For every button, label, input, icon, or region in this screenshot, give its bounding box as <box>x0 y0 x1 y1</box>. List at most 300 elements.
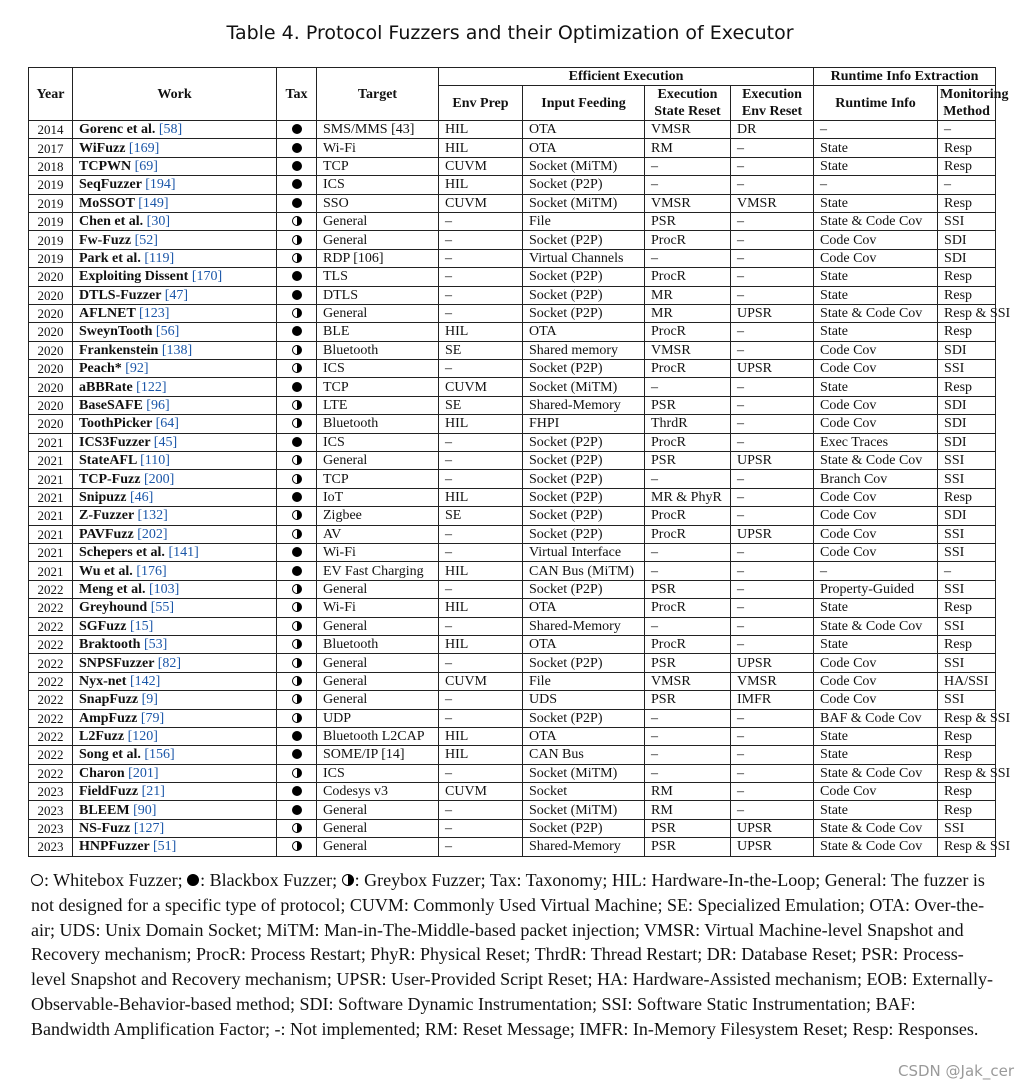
cell-target: ICS <box>317 764 439 782</box>
work-citation-link[interactable]: [58] <box>158 122 183 138</box>
cell-target: ICS <box>317 433 439 451</box>
cell-work <box>73 691 277 709</box>
greybox-circle-icon <box>292 474 302 484</box>
work-citation-link[interactable]: [21] <box>141 784 165 800</box>
work-citation-link[interactable]: [46] <box>129 490 154 505</box>
work-citation-link[interactable]: [156] <box>144 747 175 763</box>
cell-runtime-info: State <box>814 378 938 396</box>
work-name: SGFuzz <box>79 618 127 634</box>
work-citation-link[interactable]: [138] <box>161 342 193 358</box>
cell-input-feeding: Socket (P2P) <box>523 360 645 378</box>
greybox-circle-icon <box>292 584 302 594</box>
cell-year: 2020 <box>29 268 73 286</box>
cell-year: 2019 <box>29 212 73 230</box>
cell-runtime-info: State <box>814 727 938 745</box>
cell-env-reset: – <box>731 635 814 653</box>
cell-tax <box>277 691 317 709</box>
legend-whitebox: : Whitebox Fuzzer; <box>44 870 188 890</box>
cell-env-prep: SE <box>439 341 523 359</box>
cell-input-feeding: Socket (P2P) <box>523 819 645 837</box>
blackbox-circle-icon <box>292 547 302 557</box>
cell-monitoring-method: Resp <box>938 286 996 304</box>
table-row <box>29 562 996 580</box>
work-citation-link[interactable]: [194] <box>145 177 176 193</box>
cell-monitoring-method: Resp & SSI <box>938 838 996 856</box>
cell-runtime-info: Exec Traces <box>814 433 938 451</box>
cell-monitoring-method: SSI <box>938 470 996 488</box>
cell-year: 2020 <box>29 341 73 359</box>
cell-monitoring-method: Resp <box>938 727 996 745</box>
cell-env-reset: – <box>731 470 814 488</box>
cell-env-reset: VMSR <box>731 194 814 212</box>
table-row <box>29 360 996 378</box>
cell-target: Wi-Fi <box>317 543 439 561</box>
cell-work <box>73 194 277 212</box>
work-name: ICS3Fuzzer <box>79 434 151 450</box>
cell-year: 2023 <box>29 783 73 801</box>
work-citation-link[interactable]: [96] <box>146 398 170 414</box>
cell-state-reset: – <box>645 157 731 175</box>
cell-monitoring-method: SSI <box>938 819 996 837</box>
work-name: Nyx-net <box>79 673 127 689</box>
cell-env-reset: – <box>731 746 814 764</box>
cell-tax <box>277 654 317 672</box>
blackbox-circle-icon <box>292 786 302 796</box>
cell-year: 2020 <box>29 323 73 341</box>
cell-monitoring-method: SSI <box>938 617 996 635</box>
cell-env-prep: – <box>439 617 523 635</box>
cell-target: Bluetooth <box>317 635 439 653</box>
work-citation-link[interactable]: [55] <box>150 600 175 616</box>
cell-runtime-info: State <box>814 746 938 764</box>
cell-tax <box>277 746 317 764</box>
cell-year: 2017 <box>29 139 73 157</box>
table-row <box>29 157 996 175</box>
cell-env-prep: – <box>439 249 523 267</box>
cell-work <box>73 396 277 414</box>
work-name: Braktooth <box>79 637 141 653</box>
whitebox-circle-icon <box>31 874 43 886</box>
cell-tax <box>277 488 317 506</box>
cell-env-prep: – <box>439 231 523 249</box>
cell-tax <box>277 139 317 157</box>
work-citation-link[interactable]: [149] <box>138 195 169 211</box>
cell-runtime-info: Code Cov <box>814 543 938 561</box>
greybox-circle-icon <box>292 841 302 851</box>
work-citation-link[interactable]: [142] <box>129 673 161 689</box>
cell-target: General <box>317 304 439 322</box>
table-row <box>29 323 996 341</box>
cell-input-feeding: Socket (P2P) <box>523 507 645 525</box>
work-citation-link[interactable]: [82] <box>157 655 182 671</box>
greybox-circle-icon <box>292 308 302 318</box>
work-name: SeqFuzzer <box>79 177 142 193</box>
cell-year: 2022 <box>29 691 73 709</box>
header-tax: Tax <box>277 68 317 121</box>
cell-env-reset: – <box>731 507 814 525</box>
cell-input-feeding: Socket (MiTM) <box>523 378 645 396</box>
cell-input-feeding: Virtual Channels <box>523 249 645 267</box>
blackbox-circle-icon <box>292 143 302 153</box>
cell-env-prep: CUVM <box>439 194 523 212</box>
cell-runtime-info: Code Cov <box>814 654 938 672</box>
work-name: Snipuzz <box>79 490 127 505</box>
cell-work <box>73 672 277 690</box>
cell-monitoring-method: SSI <box>938 360 996 378</box>
work-citation-link[interactable]: [92] <box>125 361 149 377</box>
cell-input-feeding: Socket (P2P) <box>523 525 645 543</box>
cell-target: BLE <box>317 323 439 341</box>
cell-env-reset: – <box>731 231 814 249</box>
cell-monitoring-method: Resp <box>938 801 996 819</box>
cell-env-reset: – <box>731 157 814 175</box>
cell-year: 2019 <box>29 194 73 212</box>
cell-year: 2022 <box>29 580 73 598</box>
cell-runtime-info: Code Cov <box>814 507 938 525</box>
cell-target: Wi-Fi <box>317 139 439 157</box>
blackbox-circle-icon <box>292 566 302 576</box>
table-row <box>29 746 996 764</box>
greybox-circle-icon <box>292 529 302 539</box>
header-runtime-info-extraction: Runtime Info Extraction <box>814 68 996 86</box>
cell-env-prep: – <box>439 801 523 819</box>
cell-work <box>73 746 277 764</box>
blackbox-circle-icon <box>292 290 302 300</box>
cell-target: UDP <box>317 709 439 727</box>
table-row <box>29 801 996 819</box>
cell-work <box>73 562 277 580</box>
cell-state-reset: – <box>645 562 731 580</box>
table-row <box>29 691 996 709</box>
watermark: CSDN @Jak_cer <box>898 1062 1014 1080</box>
cell-target: General <box>317 617 439 635</box>
cell-year: 2021 <box>29 525 73 543</box>
cell-work <box>73 452 277 470</box>
table-row <box>29 212 996 230</box>
cell-runtime-info: Code Cov <box>814 783 938 801</box>
cell-env-reset: – <box>731 139 814 157</box>
work-citation-link[interactable]: [52] <box>134 232 158 248</box>
work-citation-link[interactable]: [123] <box>139 306 170 322</box>
cell-input-feeding: Socket (P2P) <box>523 488 645 506</box>
table-row <box>29 231 996 249</box>
work-citation-link[interactable]: [141] <box>168 545 199 561</box>
cell-input-feeding: Socket (MiTM) <box>523 194 645 212</box>
cell-year: 2021 <box>29 507 73 525</box>
work-citation-link[interactable]: [176] <box>136 563 167 579</box>
work-citation-link[interactable]: [69] <box>134 158 158 174</box>
cell-target: TCP <box>317 157 439 175</box>
cell-input-feeding: Socket (MiTM) <box>523 764 645 782</box>
work-citation-link[interactable]: [122] <box>136 379 167 395</box>
cell-env-reset: – <box>731 433 814 451</box>
work-citation-link[interactable]: [15] <box>129 618 154 634</box>
cell-input-feeding: OTA <box>523 139 645 157</box>
work-name: SnapFuzz <box>79 692 139 708</box>
cell-work <box>73 157 277 175</box>
cell-env-reset: IMFR <box>731 691 814 709</box>
cell-tax <box>277 617 317 635</box>
cell-target: Zigbee <box>317 507 439 525</box>
work-citation-link[interactable]: [51] <box>153 839 177 855</box>
table-row <box>29 194 996 212</box>
cell-work <box>73 488 277 506</box>
cell-work <box>73 286 277 304</box>
cell-env-prep: SE <box>439 507 523 525</box>
blackbox-circle-icon <box>292 271 302 281</box>
cell-env-reset: – <box>731 727 814 745</box>
cell-state-reset: – <box>645 378 731 396</box>
cell-target: DTLS <box>317 286 439 304</box>
cell-monitoring-method: HA/SSI <box>938 672 996 690</box>
cell-target: IoT <box>317 488 439 506</box>
cell-monitoring-method: SDI <box>938 507 996 525</box>
cell-target: Wi-Fi <box>317 599 439 617</box>
work-citation-link[interactable]: [132] <box>137 508 168 524</box>
work-name: Greyhound <box>79 600 148 616</box>
work-citation-link[interactable]: [45] <box>153 434 178 450</box>
cell-work <box>73 617 277 635</box>
cell-monitoring-method: SSI <box>938 580 996 598</box>
cell-env-prep: – <box>439 360 523 378</box>
table-row <box>29 654 996 672</box>
table-row <box>29 139 996 157</box>
work-citation-link[interactable]: [170] <box>191 269 223 285</box>
cell-monitoring-method: SSI <box>938 525 996 543</box>
cell-input-feeding: Socket (P2P) <box>523 433 645 451</box>
cell-tax <box>277 543 317 561</box>
cell-input-feeding: File <box>523 672 645 690</box>
cell-tax <box>277 635 317 653</box>
table-row <box>29 543 996 561</box>
cell-runtime-info: Code Cov <box>814 525 938 543</box>
cell-env-prep: HIL <box>439 746 523 764</box>
cell-runtime-info: Code Cov <box>814 488 938 506</box>
table-row <box>29 580 996 598</box>
work-citation-link[interactable]: [64] <box>155 416 179 432</box>
cell-year: 2021 <box>29 433 73 451</box>
cell-tax <box>277 801 317 819</box>
work-name: StateAFL <box>79 453 137 469</box>
cell-runtime-info: Code Cov <box>814 672 938 690</box>
blackbox-circle-icon <box>187 874 199 886</box>
cell-env-prep: – <box>439 452 523 470</box>
cell-work <box>73 838 277 856</box>
cell-year: 2021 <box>29 488 73 506</box>
work-name: Schepers et al. <box>79 545 165 561</box>
cell-target: ICS <box>317 176 439 194</box>
cell-env-reset: – <box>731 617 814 635</box>
cell-env-reset: – <box>731 396 814 414</box>
cell-monitoring-method: Resp <box>938 139 996 157</box>
cell-target: RDP [106] <box>317 249 439 267</box>
cell-env-prep: HIL <box>439 488 523 506</box>
cell-target: General <box>317 231 439 249</box>
cell-work <box>73 470 277 488</box>
cell-runtime-info: State & Code Cov <box>814 304 938 322</box>
greybox-circle-icon <box>292 345 302 355</box>
cell-tax <box>277 396 317 414</box>
table-row <box>29 709 996 727</box>
blackbox-circle-icon <box>292 179 302 189</box>
greybox-circle-icon <box>292 658 302 668</box>
cell-runtime-info: State & Code Cov <box>814 764 938 782</box>
table-row <box>29 121 996 139</box>
cell-tax <box>277 764 317 782</box>
cell-env-reset: – <box>731 212 814 230</box>
cell-input-feeding: OTA <box>523 727 645 745</box>
cell-tax <box>277 268 317 286</box>
cell-state-reset: – <box>645 727 731 745</box>
cell-env-prep: – <box>439 286 523 304</box>
cell-year: 2023 <box>29 801 73 819</box>
cell-monitoring-method: Resp & SSI <box>938 709 996 727</box>
cell-monitoring-method: Resp <box>938 378 996 396</box>
work-citation-link[interactable]: [169] <box>128 140 160 156</box>
cell-work <box>73 433 277 451</box>
work-citation-link[interactable]: [56] <box>155 324 180 340</box>
work-citation-link[interactable]: [79] <box>140 710 165 726</box>
cell-runtime-info: State <box>814 139 938 157</box>
table-row <box>29 176 996 194</box>
cell-input-feeding: Socket (MiTM) <box>523 801 645 819</box>
cell-env-prep: HIL <box>439 599 523 617</box>
cell-target: LTE <box>317 396 439 414</box>
work-citation-link[interactable]: [47] <box>164 287 189 303</box>
cell-work <box>73 341 277 359</box>
cell-runtime-info: State <box>814 599 938 617</box>
cell-tax <box>277 194 317 212</box>
cell-env-prep: HIL <box>439 323 523 341</box>
cell-year: 2021 <box>29 562 73 580</box>
cell-work <box>73 543 277 561</box>
work-citation-link[interactable]: [201] <box>128 765 159 781</box>
work-name: Peach* <box>79 361 122 377</box>
work-citation-link[interactable]: [110] <box>140 453 170 469</box>
work-citation-link[interactable]: [120] <box>127 729 158 745</box>
cell-input-feeding: File <box>523 212 645 230</box>
cell-env-prep: – <box>439 764 523 782</box>
work-citation-link[interactable]: [90] <box>133 802 157 818</box>
cell-env-prep: CUVM <box>439 672 523 690</box>
work-name: aBBRate <box>79 379 133 395</box>
cell-tax <box>277 452 317 470</box>
work-citation-link[interactable]: [202] <box>137 526 168 542</box>
greybox-circle-icon <box>292 418 302 428</box>
cell-input-feeding: Shared-Memory <box>523 617 645 635</box>
cell-state-reset: VMSR <box>645 341 731 359</box>
cell-env-reset: – <box>731 783 814 801</box>
cell-monitoring-method: Resp & SSI <box>938 764 996 782</box>
work-name: L2Fuzz <box>79 729 125 745</box>
header-runtime-info: Runtime Info <box>814 86 938 121</box>
cell-state-reset: PSR <box>645 452 731 470</box>
greybox-circle-icon <box>292 694 302 704</box>
cell-year: 2019 <box>29 249 73 267</box>
work-name: Gorenc et al. <box>79 122 156 138</box>
cell-state-reset: VMSR <box>645 121 731 139</box>
cell-env-prep: HIL <box>439 176 523 194</box>
cell-input-feeding: Socket (P2P) <box>523 709 645 727</box>
cell-tax <box>277 323 317 341</box>
cell-env-reset: – <box>731 323 814 341</box>
work-citation-link[interactable]: [30] <box>146 214 170 230</box>
cell-target: General <box>317 819 439 837</box>
cell-target: General <box>317 838 439 856</box>
work-name: Z-Fuzzer <box>79 508 134 524</box>
cell-tax <box>277 249 317 267</box>
greybox-circle-icon <box>292 235 302 245</box>
work-name: Charon <box>79 765 125 781</box>
cell-work <box>73 635 277 653</box>
cell-input-feeding: Socket (P2P) <box>523 654 645 672</box>
cell-env-reset: – <box>731 801 814 819</box>
work-name: Park et al. <box>79 250 141 266</box>
cell-target: AV <box>317 525 439 543</box>
blackbox-circle-icon <box>292 805 302 815</box>
table-row <box>29 470 996 488</box>
cell-runtime-info: Code Cov <box>814 360 938 378</box>
header-monitoring-method: Monitoring Method <box>938 86 996 121</box>
cell-state-reset: PSR <box>645 819 731 837</box>
cell-runtime-info: State & Code Cov <box>814 617 938 635</box>
cell-state-reset: ProcR <box>645 231 731 249</box>
cell-year: 2021 <box>29 470 73 488</box>
table-row <box>29 488 996 506</box>
greybox-circle-icon <box>292 713 302 723</box>
work-citation-link[interactable]: [103] <box>148 581 180 597</box>
cell-monitoring-method: Resp <box>938 746 996 764</box>
cell-tax <box>277 580 317 598</box>
cell-work <box>73 727 277 745</box>
cell-monitoring-method: – <box>938 562 996 580</box>
cell-target: ICS <box>317 360 439 378</box>
cell-work <box>73 764 277 782</box>
cell-tax <box>277 672 317 690</box>
cell-tax <box>277 231 317 249</box>
cell-state-reset: – <box>645 249 731 267</box>
cell-year: 2022 <box>29 709 73 727</box>
work-name: WiFuzz <box>79 140 126 156</box>
table-row <box>29 304 996 322</box>
cell-work <box>73 360 277 378</box>
table-row <box>29 819 996 837</box>
work-citation-link[interactable]: [127] <box>133 821 165 837</box>
blackbox-circle-icon <box>292 731 302 741</box>
work-citation-link[interactable]: [9] <box>141 692 158 708</box>
cell-runtime-info: State & Code Cov <box>814 212 938 230</box>
table-row <box>29 268 996 286</box>
cell-runtime-info: State <box>814 268 938 286</box>
cell-runtime-info: – <box>814 562 938 580</box>
work-citation-link[interactable]: [119] <box>144 250 175 266</box>
cell-env-prep: HIL <box>439 415 523 433</box>
work-citation-link[interactable]: [53] <box>143 637 168 653</box>
cell-monitoring-method: Resp <box>938 599 996 617</box>
cell-input-feeding: Socket (P2P) <box>523 452 645 470</box>
cell-target: General <box>317 452 439 470</box>
cell-monitoring-method: SDI <box>938 231 996 249</box>
blackbox-circle-icon <box>292 382 302 392</box>
cell-input-feeding: Socket (P2P) <box>523 268 645 286</box>
table-row <box>29 617 996 635</box>
work-name: TCPWN <box>79 158 132 174</box>
work-name: NS-Fuzz <box>79 821 131 837</box>
cell-target: Bluetooth <box>317 341 439 359</box>
table-row <box>29 415 996 433</box>
cell-year: 2019 <box>29 176 73 194</box>
work-citation-link[interactable]: [200] <box>143 471 175 487</box>
